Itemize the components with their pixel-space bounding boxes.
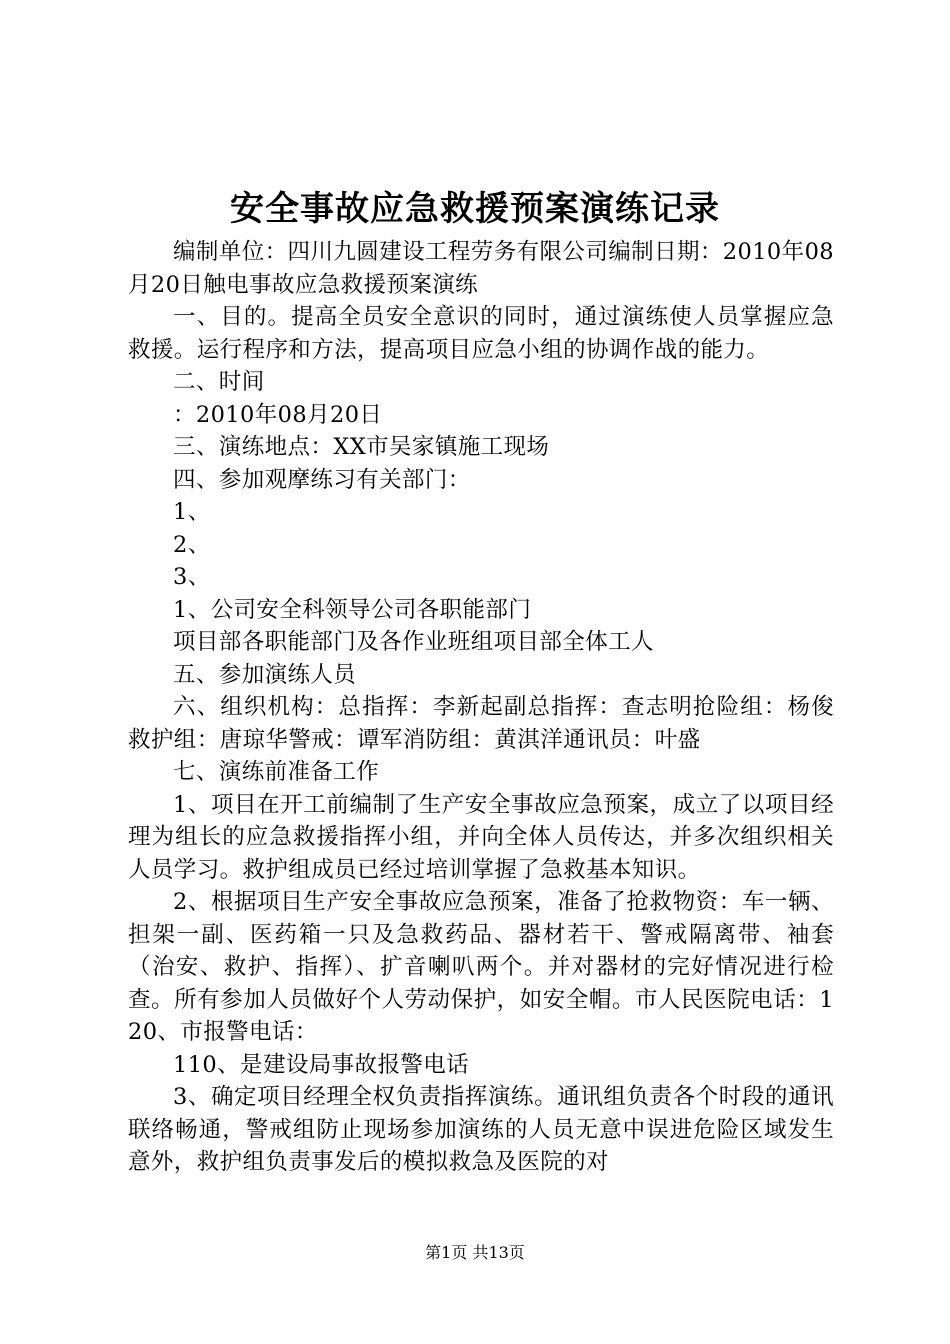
document-body — [128, 236, 834, 1179]
paragraph-preparer: 编制单位：四川九圆建设工程劳务有限公司编制日期：2010年08月20日触电事故应急救援预案演练 — [128, 239, 834, 298]
paragraph-purpose: 一、目的。提高全员安全意识的同时，通过演练使人员掌握应急救援。运行程序和方法，提高项目应急小组的协调作战的能力。 — [128, 304, 834, 363]
paragraph-list-item-3: 3、 — [173, 564, 211, 590]
paragraph-location: 三、演练地点：XX市吴家镇施工现场 — [173, 434, 550, 460]
paragraph-list-item-2: 2、 — [173, 531, 211, 558]
paragraph-preparation-1: 1、项目在开工前编制了生产安全事故应急预案，成立了以项目经理为组长的应急救援指挥小组，并向全体人员传达，并多次组织相关人员学习。救护组成员已经过培训掌握了急救基本知识。 — [128, 791, 834, 883]
paragraph-company-departments: 1、公司安全科领导公司各职能部门 — [173, 596, 532, 623]
paragraph-organization: 六、组织机构：总指挥：李新起副总指挥：查志明抢险组：杨俊救护组：唐琼华警戒：谭军消防组：黄淇洋通讯员：叶盛 — [128, 694, 834, 753]
paragraph-project-departments: 项目部各职能部门及各作业班组项目部全体工人 — [173, 629, 654, 655]
paragraph-list-item-1: 1、 — [173, 499, 211, 525]
paragraph-preparation-3: 3、确定项目经理全权负责指挥演练。通讯组负责各个时段的通讯联络畅通，警戒组防止现场参加演练的人员无意中误进危险区域发生意外，救护组负责事发后的模拟救急及医院的对 — [128, 1084, 834, 1175]
paragraph-preparation-heading: 七、演练前准备工作 — [173, 759, 380, 785]
document-title: 安全事故应急救援预案演练记录 — [230, 189, 720, 229]
page-number: 第1页 共13页 — [425, 1243, 525, 1262]
paragraph-participants-heading: 五、参加演练人员 — [173, 661, 357, 688]
paragraph-time-heading: 二、时间 — [173, 369, 265, 395]
paragraph-time-value: ：2010年08月20日 — [173, 401, 383, 428]
paragraph-alarm-phone: 110、是建设局事故报警电话 — [173, 1051, 470, 1078]
paragraph-departments-heading: 四、参加观摩练习有关部门： — [173, 466, 471, 493]
paragraph-preparation-2: 2、根据项目生产安全事故应急预案，准备了抢救物资：车一辆、担架一副、医药箱一只及急救药品、器材若干、警戒隔离带、袖套（治安、救护、指挥）、扩音喇叭两个。并对器材的完好情况进行检查。所有参加人员做好个人劳动保护，如安全帽。市人民医院电话：120、市报警电话： — [128, 889, 834, 1045]
